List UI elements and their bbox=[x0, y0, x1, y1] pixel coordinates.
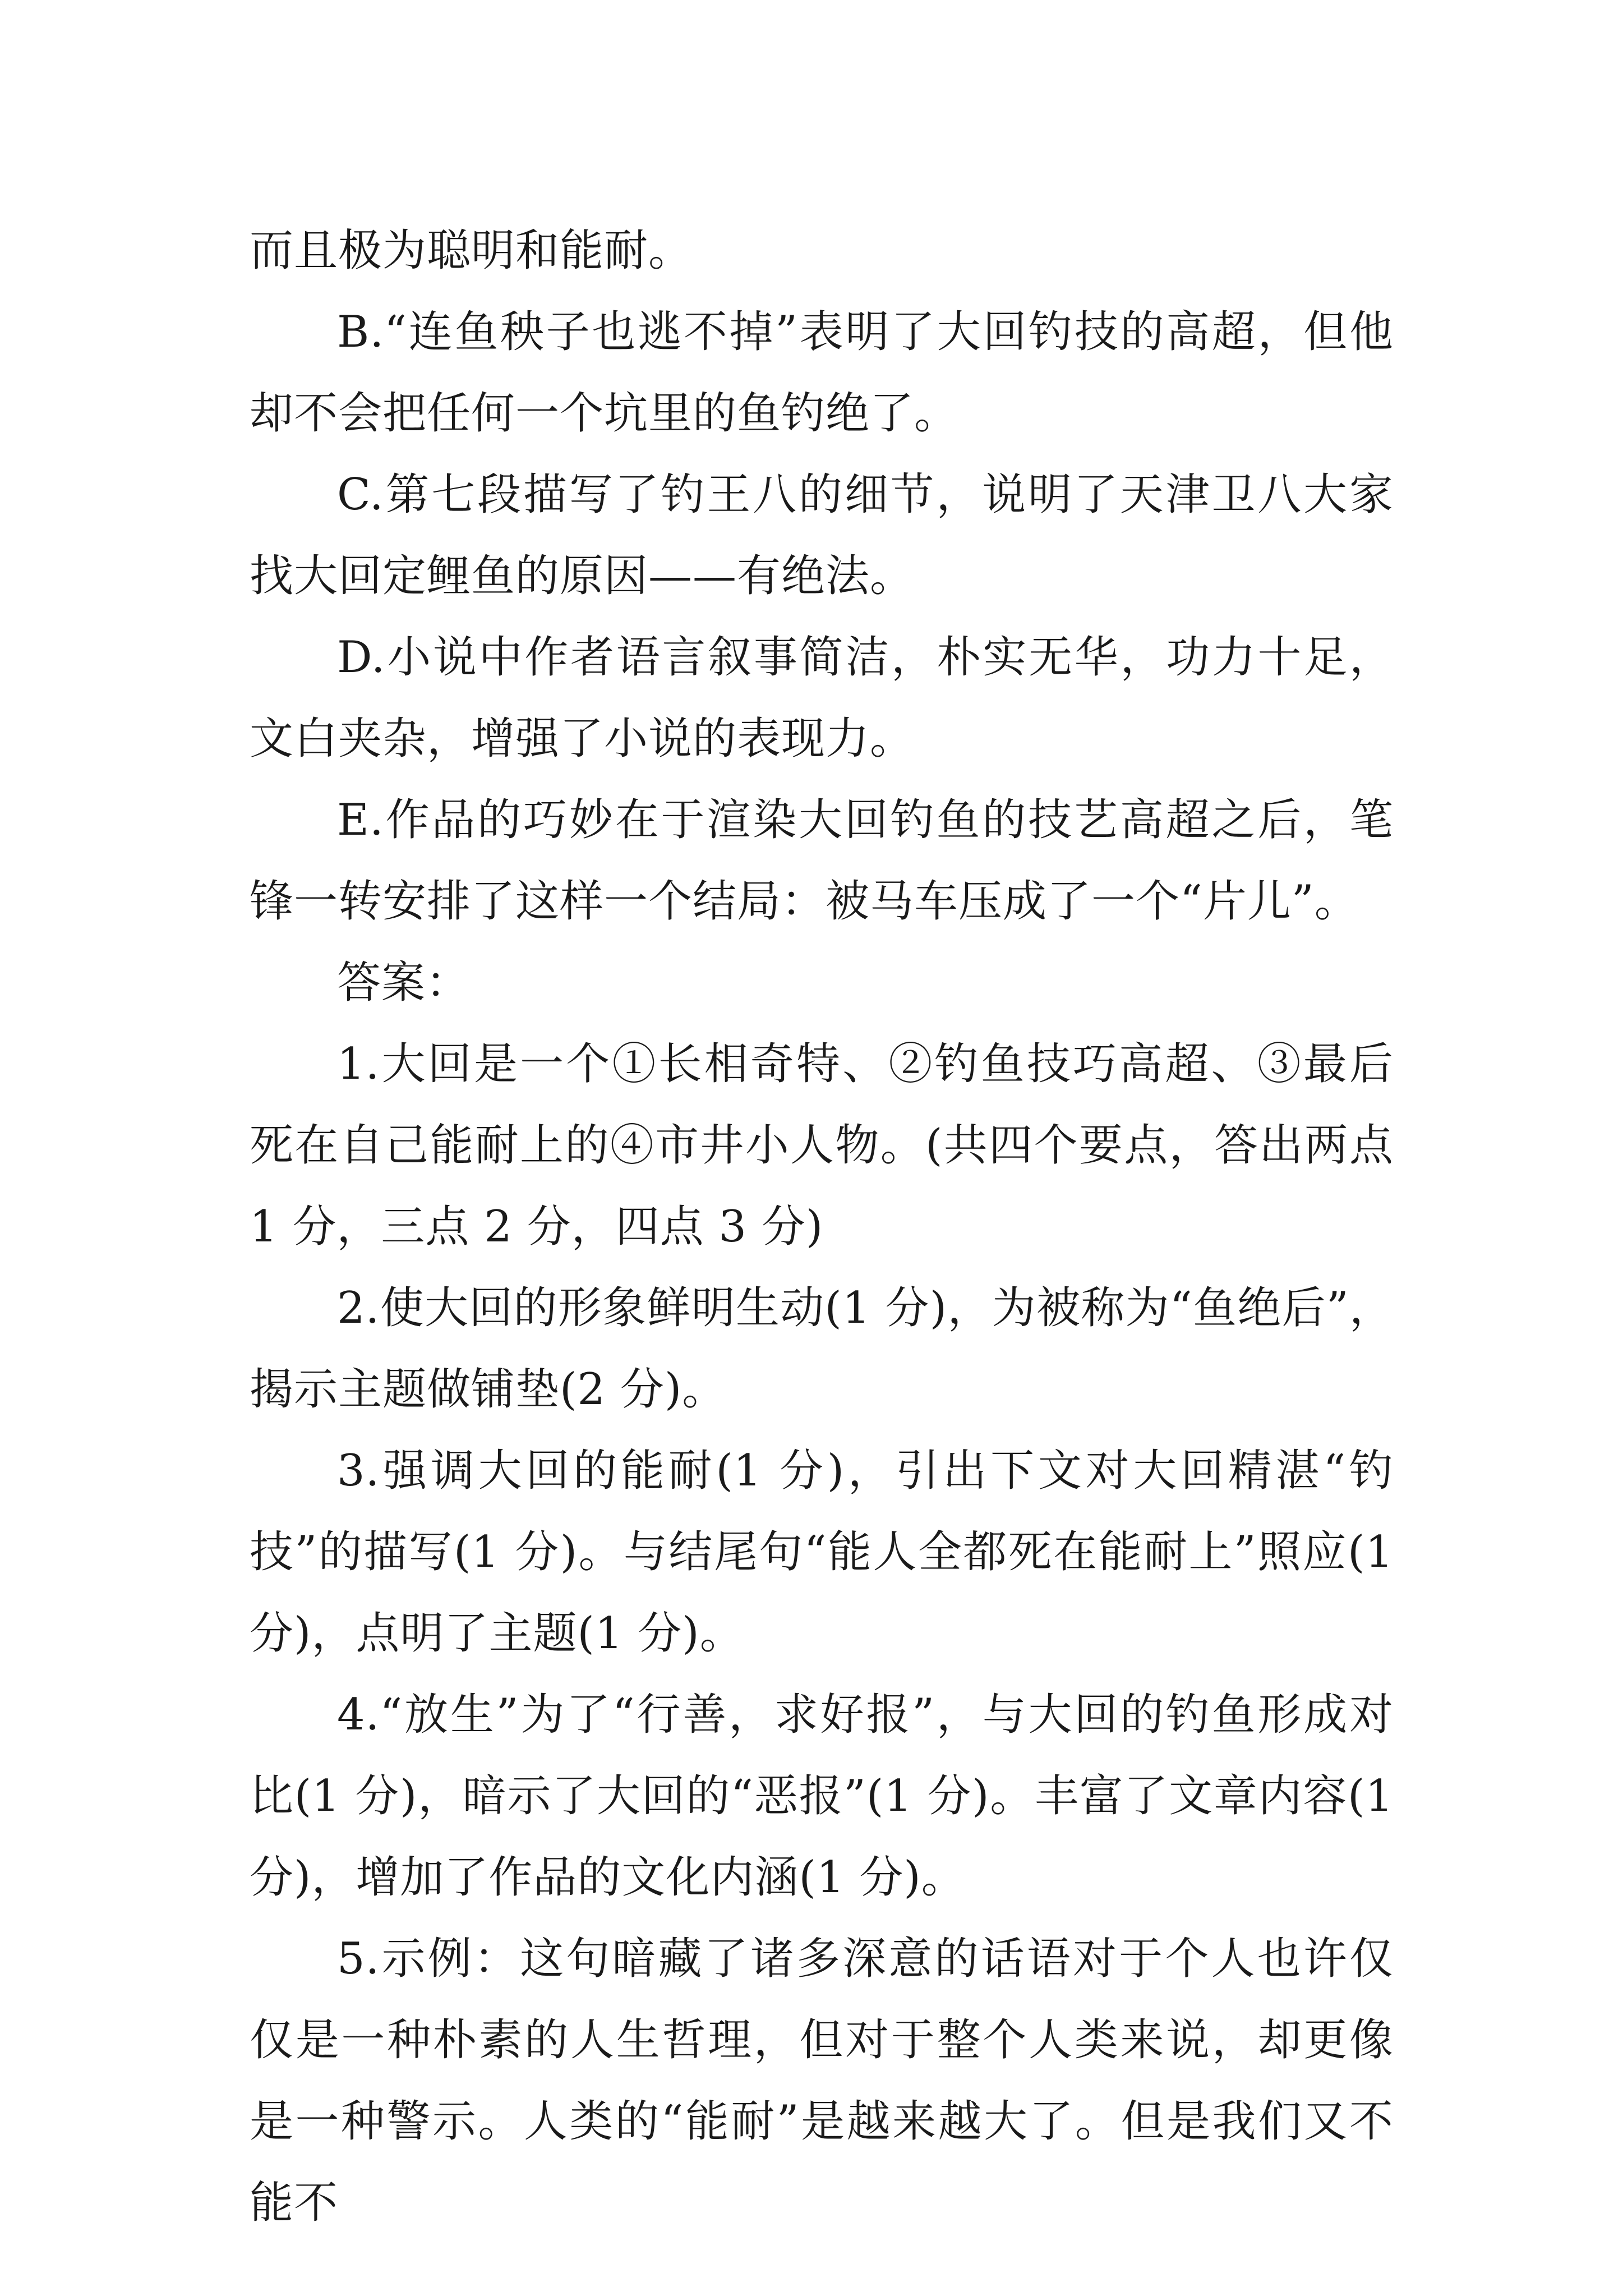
answer-heading: 答案： bbox=[337, 958, 471, 1008]
document-page bbox=[250, 210, 1394, 2244]
answer-5: 5.示例：这句暗藏了诸多深意的话语对于个人也许仅仅是一种朴素的人生哲理，但对于整个人类来说，却更像是一种警示。人类的“能耐”是越来越大了。但是我们又不能不 bbox=[250, 1934, 1394, 2228]
answer-2: 2.使大回的形象鲜明生动(1 分)，为被称为“鱼绝后”，揭示主题做铺垫(2 分)。 bbox=[250, 1283, 1394, 1415]
option-e: E.作品的巧妙在于渲染大回钓鱼的技艺高超之后，笔锋一转安排了这样一个结局：被马车压成了一个“片儿”。 bbox=[250, 795, 1394, 927]
option-c: C.第七段描写了钓王八的细节，说明了天津卫八大家找大回定鲤鱼的原因——有绝法。 bbox=[250, 470, 1394, 601]
option-d: D.小说中作者语言叙事简洁，朴实无华，功力十足，文白夹杂，增强了小说的表现力。 bbox=[250, 632, 1394, 764]
answer-4: 4.“放生”为了“行善，求好报”，与大回的钓鱼形成对比(1 分)，暗示了大回的“恶报”(1 分)。丰富了文章内容(1 分)，增加了作品的文化内涵(1 分)。 bbox=[250, 1690, 1394, 1903]
paragraph-continuation: 而且极为聪明和能耐。 bbox=[250, 226, 693, 276]
answer-3: 3.强调大回的能耐(1 分)，引出下文对大回精湛“钓技”的描写(1 分)。与结尾句“能人全都死在能耐上”照应(1 分)，点明了主题(1 分)。 bbox=[250, 1446, 1394, 1659]
option-b: B.“连鱼秧子也逃不掉”表明了大回钓技的高超，但他却不会把任何一个坑里的鱼钓绝了。 bbox=[250, 307, 1394, 439]
answer-1: 1.大回是一个①长相奇特、②钓鱼技巧高超、③最后死在自己能耐上的④市井小人物。(共四个要点，答出两点 1 分，三点 2 分，四点 3 分) bbox=[250, 1039, 1394, 1252]
